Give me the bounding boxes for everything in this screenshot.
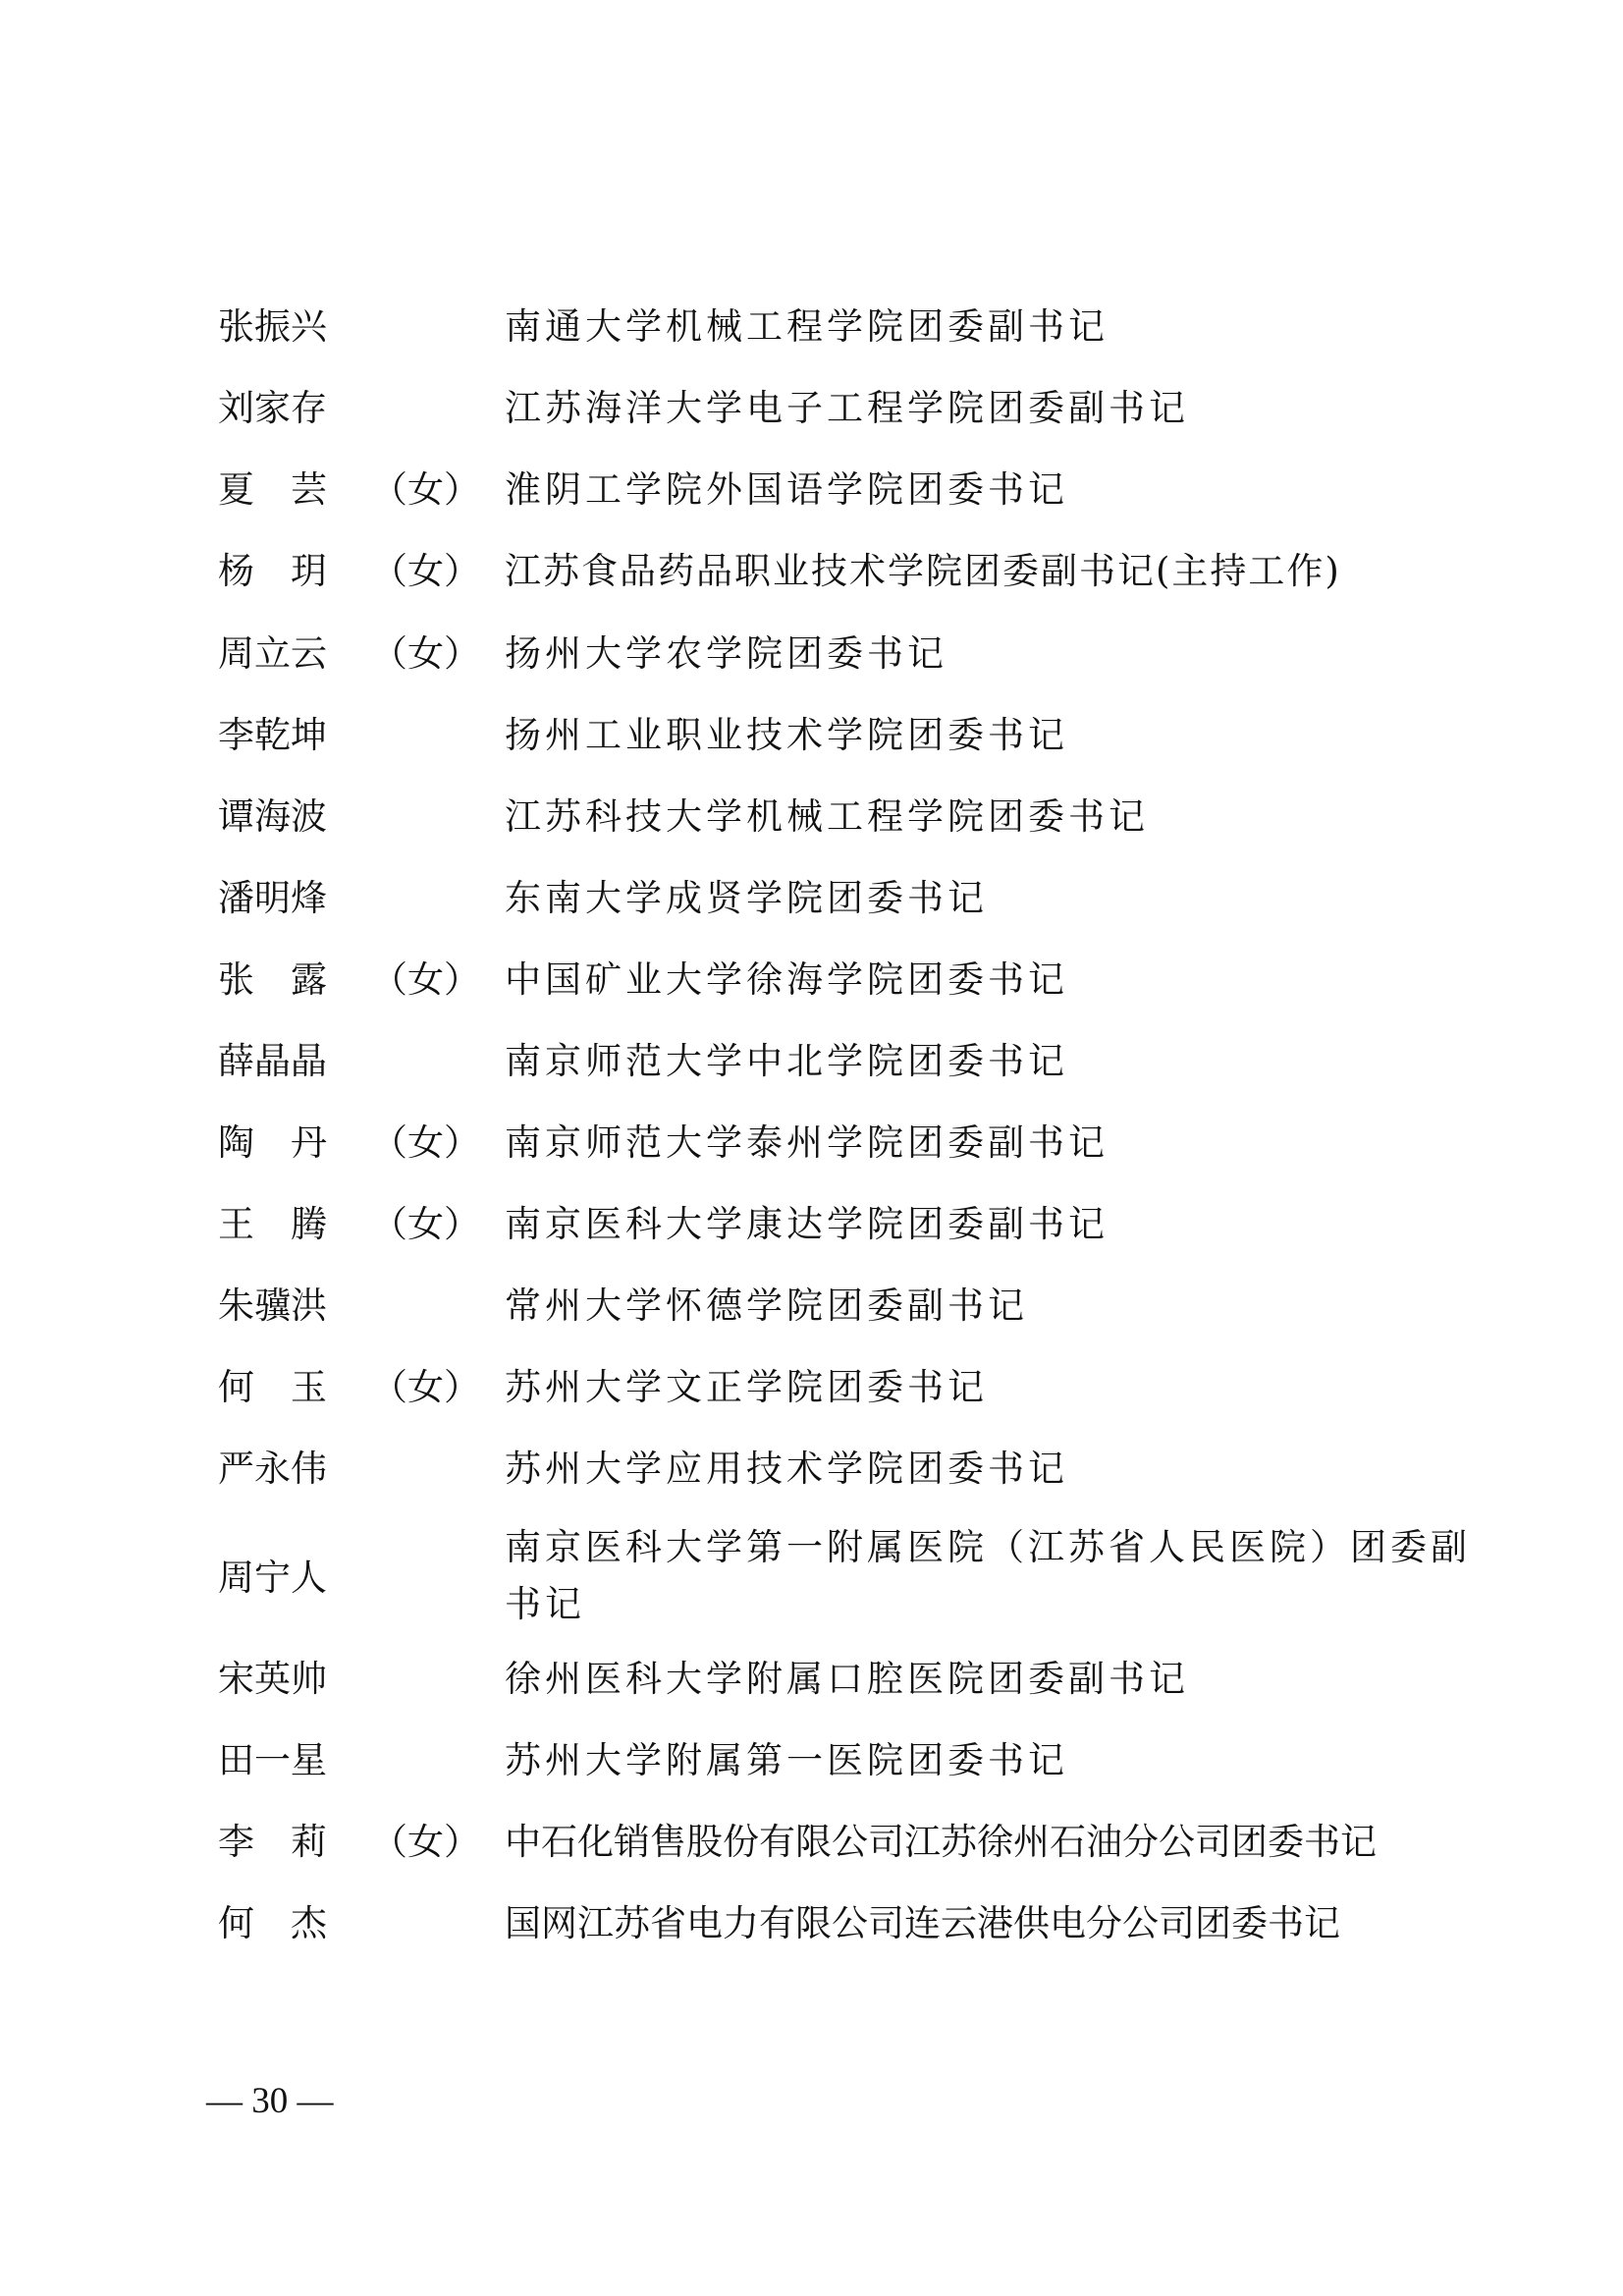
member-name: 谭海波 (218, 795, 327, 838)
member-name: 张振兴 (218, 305, 327, 348)
list-item (0, 1032, 1623, 1091)
list-item (0, 1114, 1623, 1173)
member-position: 南京医科大学第一附属医院（江苏省人民医院）团委副书记 (505, 1526, 1471, 1625)
gender-tag: （女） (371, 1366, 480, 1408)
gender-tag: （女） (371, 1121, 480, 1164)
gender-tag: （女） (371, 632, 480, 675)
list-item (0, 788, 1623, 847)
member-name: 张 露 (218, 958, 327, 1001)
list-item (0, 1440, 1623, 1499)
gender-tag: （女） (371, 1203, 480, 1245)
member-position: 中石化销售股份有限公司江苏徐州石油分公司团委书记 (505, 1821, 1377, 1863)
member-name: 朱骥洪 (218, 1285, 327, 1327)
list-item (0, 1277, 1623, 1336)
member-position: 常州大学怀德学院团委副书记 (505, 1285, 1028, 1327)
list-item (0, 706, 1623, 765)
member-name: 周宁人 (218, 1557, 327, 1599)
member-position: 南通大学机械工程学院团委副书记 (505, 305, 1109, 348)
member-name: 李 莉 (218, 1821, 327, 1863)
list-item (0, 1650, 1623, 1709)
member-position: 南京师范大学中北学院团委书记 (505, 1040, 1068, 1082)
list-item (0, 1813, 1623, 1872)
member-position: 南京医科大学康达学院团委副书记 (505, 1203, 1109, 1245)
member-position: 江苏科技大学机械工程学院团委书记 (505, 795, 1149, 838)
member-position: 中国矿业大学徐海学院团委书记 (505, 958, 1068, 1001)
list-item (0, 625, 1623, 683)
member-position: 徐州医科大学附属口腔医院团委副书记 (505, 1658, 1189, 1700)
list-item (0, 379, 1623, 438)
member-position: 江苏海洋大学电子工程学院团委副书记 (505, 387, 1189, 429)
member-position: 南京师范大学泰州学院团委副书记 (505, 1121, 1109, 1164)
list-item (0, 1358, 1623, 1417)
member-name: 陶 丹 (218, 1121, 327, 1164)
list-item (0, 951, 1623, 1010)
list-item (0, 1519, 1623, 1637)
member-name: 杨 玥 (218, 550, 327, 592)
gender-tag: （女） (371, 550, 480, 592)
member-position: 苏州大学应用技术学院团委书记 (505, 1448, 1068, 1490)
gender-tag: （女） (371, 958, 480, 1001)
list-item (0, 461, 1623, 519)
member-name: 夏 芸 (218, 468, 327, 511)
member-name: 何 玉 (218, 1366, 327, 1408)
member-position: 扬州工业职业技术学院团委书记 (505, 714, 1068, 756)
gender-tag: （女） (371, 1821, 480, 1863)
member-position: 苏州大学文正学院团委书记 (505, 1366, 988, 1408)
member-name: 何 杰 (218, 1902, 327, 1944)
member-name: 田一星 (218, 1739, 327, 1781)
gender-tag: （女） (371, 468, 480, 511)
list-item (0, 869, 1623, 928)
member-name: 薛晶晶 (218, 1040, 327, 1082)
member-position: 国网江苏省电力有限公司连云港供电分公司团委书记 (505, 1902, 1340, 1944)
member-position: 苏州大学附属第一医院团委书记 (505, 1739, 1068, 1781)
member-name: 潘明烽 (218, 877, 327, 919)
member-position: 扬州大学农学院团委书记 (505, 632, 947, 675)
member-name: 宋英帅 (218, 1658, 327, 1700)
member-name: 李乾坤 (218, 714, 327, 756)
list-item (0, 1195, 1623, 1254)
list-item (0, 542, 1623, 601)
member-name: 王 腾 (218, 1203, 327, 1245)
member-name: 周立云 (218, 632, 327, 675)
member-position: 淮阴工学院外国语学院团委书记 (505, 468, 1068, 511)
list-item (0, 1731, 1623, 1790)
list-item (0, 1894, 1623, 1953)
list-item (0, 298, 1623, 356)
member-position: 江苏食品药品职业技术学院团委副书记(主持工作) (505, 550, 1341, 592)
member-position: 东南大学成贤学院团委书记 (505, 877, 988, 919)
member-name: 严永伟 (218, 1448, 327, 1490)
page-number: — 30 — (206, 2081, 334, 2121)
member-name: 刘家存 (218, 387, 327, 429)
